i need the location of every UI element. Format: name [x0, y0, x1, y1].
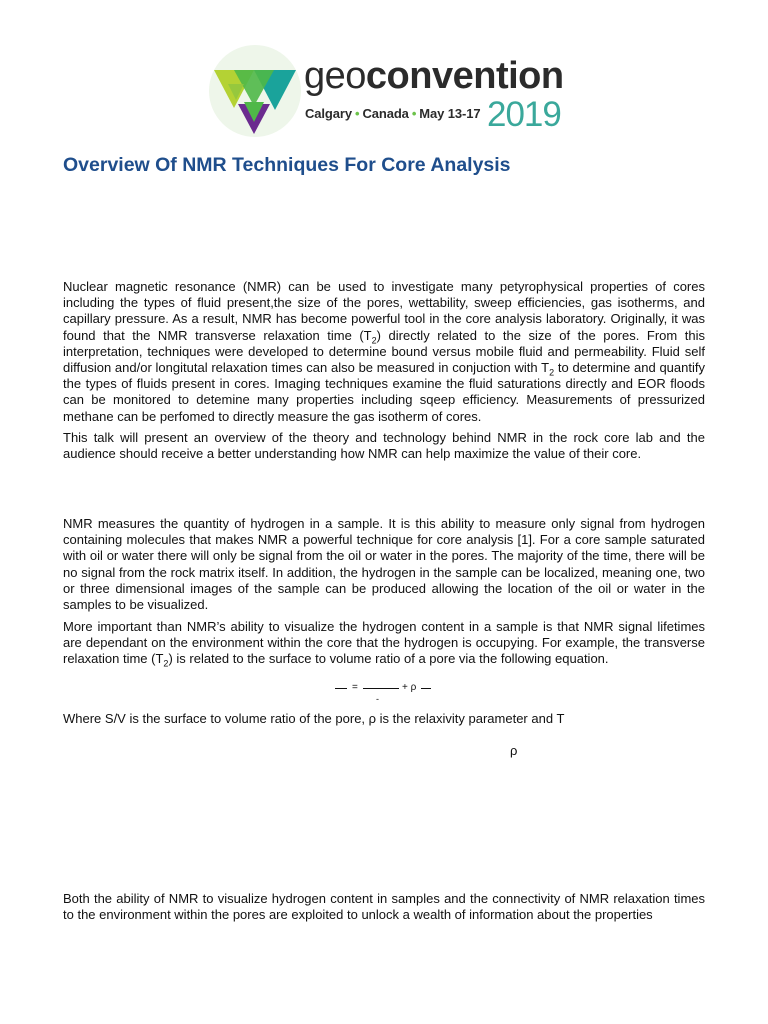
logo-dates: May 13-17 [419, 106, 481, 121]
abstract-paragraph-2: This talk will present an overview of the theory and technology behind NMR in the rock core lab and the audience should receive a better understanding how NMR can help maximize the value of their core. [63, 430, 705, 462]
body-paragraph-1: NMR measures the quantity of hydrogen in a sample. It is this ability to measure only signal from hydrogen containing molecules that makes NMR a powerful technique for core analysis [1]. For a core sample saturated with oil or water there will only be signal from the oil or water in the pores. The majority of the time, there will be no signal from the rock matrix itself. In addition, the hydrogen in the sample can be localized, meaning one, two or three dimensional images of the sample can be produced allowing the location of the oil or water in the samples to be visualized. [63, 516, 705, 613]
p1-text-c: to determine and quantify the types of fluids present in cores. Imaging techniques examine the fluid saturations directly and EOR floods can be monitored to detemine many properties including sqeep efficiency. Measurements of pressurized methane can be perfomed to directly measure the gas isotherm of cores. [63, 360, 705, 424]
eq-fraction-bar-1 [335, 688, 347, 689]
logo-separator-dot: • [411, 106, 417, 121]
p1-subscript-1: 2 [371, 335, 377, 346]
p1-subscript-2: 2 [549, 367, 555, 378]
body-paragraph-3: Where S/V is the surface to volume ratio of the pore, ρ is the relaxivity parameter and T [63, 711, 565, 726]
geoconvention-logo [208, 44, 564, 140]
logo-country: Canada [362, 106, 409, 121]
eq-fraction-bar-3 [421, 688, 431, 689]
logo-word-convention: convention [365, 55, 564, 97]
eq-plus-rho: + ρ [402, 682, 417, 693]
logo-location [305, 106, 481, 121]
abstract-paragraph-1 [63, 279, 705, 425]
logo-wordmark [304, 56, 564, 96]
p1-text-b: ) directly related to the size of the pores. From this interpretation, techniques were developed to determine bound versus mobile fluid and permeability. Fluid self diffusion and/or longitutal relaxation times can also be measured in conjuction with T [63, 327, 706, 376]
p4-subscript: 2 [163, 659, 169, 669]
geoconvention-triangles-icon [208, 44, 302, 138]
stray-rho-symbol: ρ [510, 743, 518, 758]
document-title: Overview Of NMR Techniques For Core Analysis [63, 154, 511, 176]
p1-text-a: Nuclear magnetic resonance (NMR) can be used to investigate many petyrophysical properties of cores including the types of fluid present,the size of the pores, wettability, sweep efficiencies, gas isotherms, and capillary pressure. As a result, NMR has become powerful tool in the core analysis laboratory. Originally, it was found that the NMR transverse relaxation time (T [63, 279, 705, 343]
logo-word-geo: geo [304, 55, 366, 97]
eq-fraction-bar-2 [363, 688, 399, 689]
relaxation-equation [335, 681, 445, 707]
logo-separator-dot: • [355, 106, 360, 121]
logo-year: 2019 [487, 95, 561, 134]
p4-text-a: More important than NMR’s ability to visualize the hydrogen content in a sample is that NMR signal lifetimes are dependant on the environment within the core that the hydrogen is occupying. For example, the transverse relaxation time (T [63, 619, 705, 667]
eq-minus: - [376, 694, 379, 704]
eq-equals: = [352, 682, 358, 693]
body-paragraph-4: Both the ability of NMR to visualize hydrogen content in samples and the connectivity of NMR relaxation times to the environment within the pores are exploited to unlock a wealth of information about the properties [63, 891, 705, 923]
logo-city: Calgary [305, 106, 352, 121]
p4-text-b: ) is related to the surface to volume ratio of a pore via the following equation. [168, 651, 609, 667]
body-paragraph-2 [63, 619, 705, 668]
